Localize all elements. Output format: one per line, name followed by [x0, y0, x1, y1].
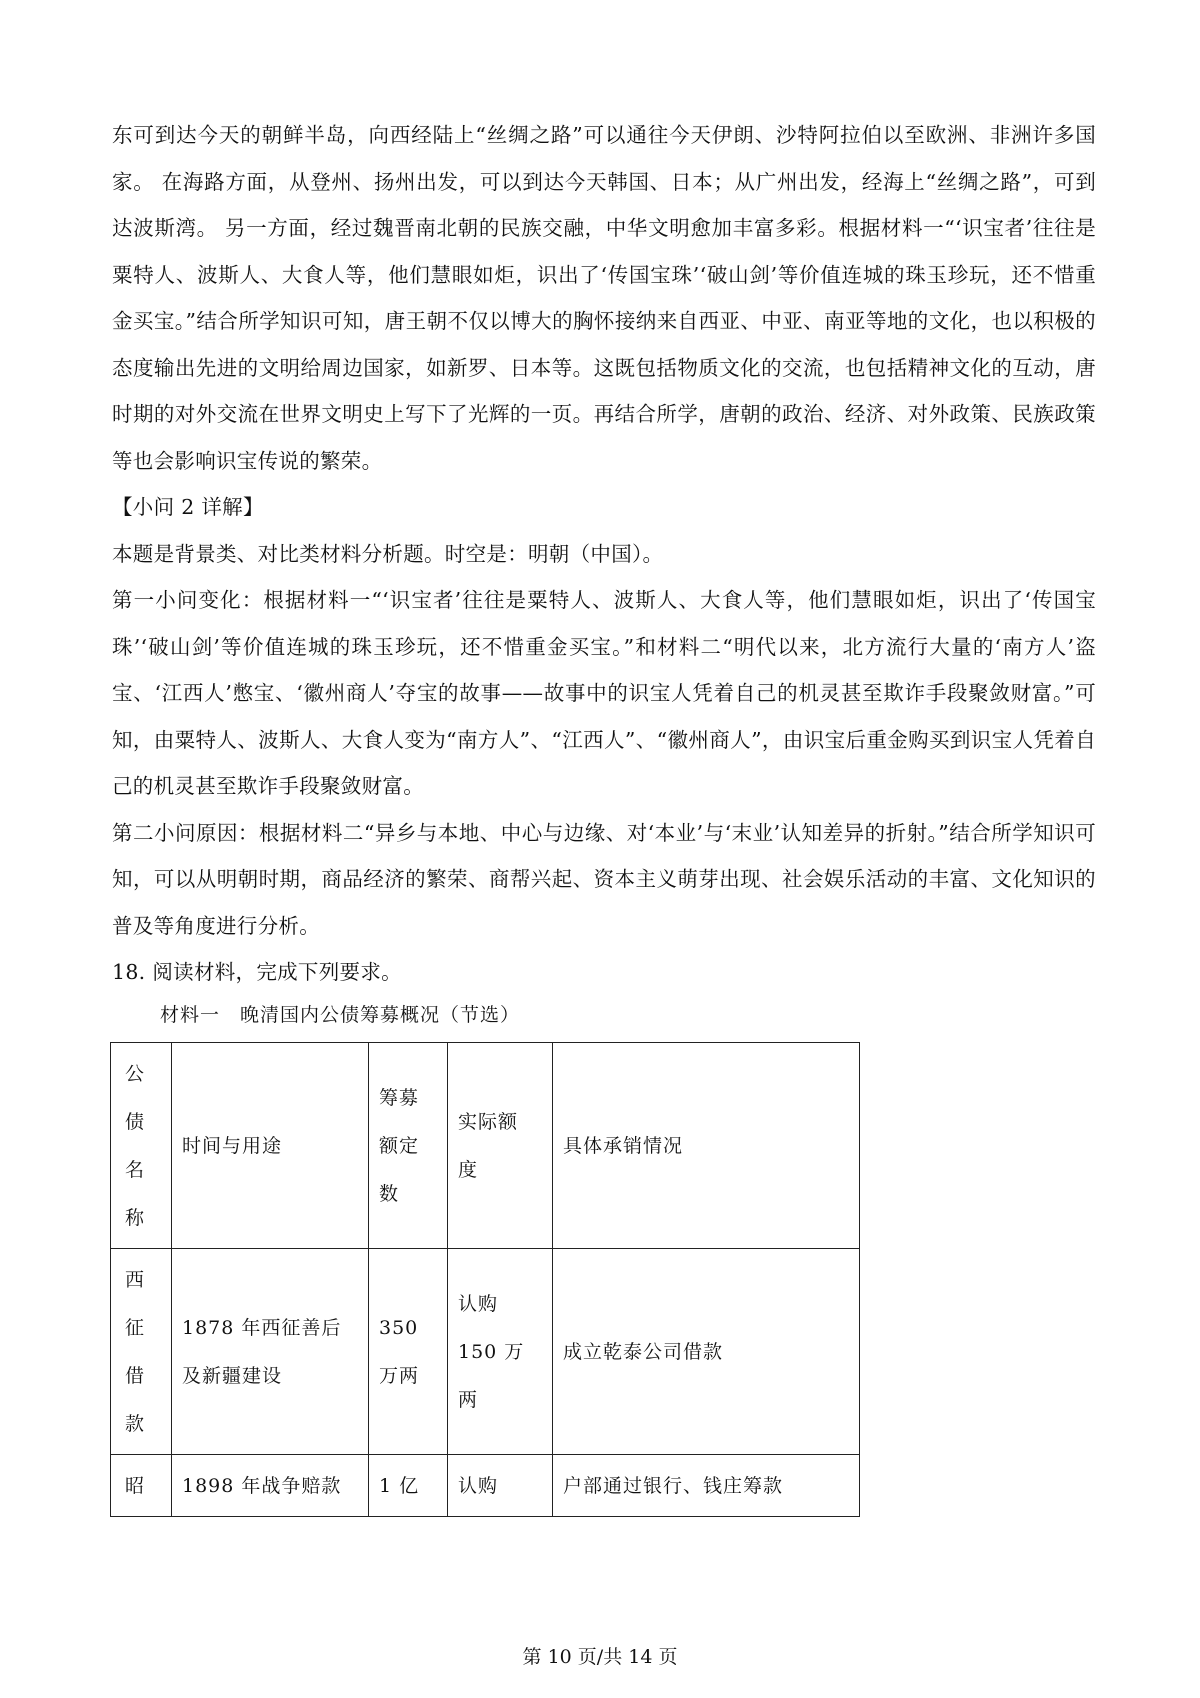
header-quota: 筹募 额定 数 [369, 1043, 448, 1249]
cell-detail: 户部通过银行、钱庄筹款 [553, 1455, 860, 1517]
header-actual: 实际额 度 [448, 1043, 553, 1249]
answer-text-block [112, 112, 1096, 996]
bond-table [110, 1042, 860, 1517]
paragraph-question-type: 本题是背景类、对比类材料分析题。时空是：明朝（中国）。 [112, 541, 664, 566]
page-number: 第 10 页/共 14 页 [522, 1646, 678, 1668]
cell-quota: 1 亿 [369, 1455, 448, 1517]
cell-time-use: 1878 年西征善后 及新疆建设 [172, 1249, 369, 1455]
header-time-use: 时间与用途 [172, 1043, 369, 1249]
paragraph-tang-analysis: 东可到达今天的朝鲜半岛，向西经陆上“丝绸之路”可以通往今天伊朗、沙特阿拉伯以至欧洲、非洲许多国家。 在海路方面，从登州、扬州出发，可以到达今天韩国、日本；从广州出发，经海上“丝绸之路”，可到达波斯湾。 另一方面，经过魏晋南北朝的民族交融，中华文明愈加丰富多彩。根据材料一“‘识宝者’往往是粟特人、波斯人、大食人等，他们慧眼如炬，识出了‘传国宝珠’‘破山剑’等价值连城的珠玉珍玩，还不惜重金买宝。”结合所学知识可知，唐王朝不仅以博大的胸怀接纳来自西亚、中亚、南亚等地的文化，也以积极的态度输出先进的文明给周边国家，如新罗、日本等。这既包括物质文化的交流，也包括精神文化的互动，唐时期的对外交流在世界文明史上写下了光辉的一页。再结合所学，唐朝的政治、经济、对外政策、民族政策等也会影响识宝传说的繁荣。 [112, 123, 1096, 473]
table-row [111, 1249, 860, 1455]
cell-actual: 认购 [448, 1455, 553, 1517]
table-caption: 材料一 晚清国内公债筹募概况（节选） [160, 1004, 521, 1026]
cell-bond-name: 西 征 借 款 [111, 1249, 172, 1455]
cell-detail: 成立乾泰公司借款 [553, 1249, 860, 1455]
subquestion-2-heading: 【小问 2 详解】 [112, 495, 264, 519]
question-18-heading: 18. 阅读材料，完成下列要求。 [112, 960, 402, 984]
cell-quota: 350 万两 [369, 1249, 448, 1455]
cell-time-use: 1898 年战争赔款 [172, 1455, 369, 1517]
header-detail: 具体承销情况 [553, 1043, 860, 1249]
paragraph-first-subquestion: 第一小问变化：根据材料一“‘识宝者’往往是粟特人、波斯人、大食人等，他们慧眼如炬，识出了‘传国宝珠’‘破山剑’等价值连城的珠玉珍玩，还不惜重金买宝。”和材料二“明代以来，北方流行大量的‘南方人’盗宝、‘江西人’憋宝、‘徽州商人’夺宝的故事——故事中的识宝人凭着自己的机灵甚至欺诈手段聚敛财富。”可知，由粟特人、波斯人、大食人变为“南方人”、“江西人”、“徽州商人”，由识宝后重金购买到识宝人凭着自己的机灵甚至欺诈手段聚敛财富。 [112, 588, 1096, 798]
table-header-row [111, 1043, 860, 1249]
cell-bond-name: 昭 [111, 1455, 172, 1517]
paragraph-second-subquestion: 第二小问原因：根据材料二“异乡与本地、中心与边缘、对‘本业’与‘末业’认知差异的折射。”结合所学知识可知，可以从明朝时期，商品经济的繁荣、商帮兴起、资本主义萌芽出现、社会娱乐活动的丰富、文化知识的普及等角度进行分析。 [112, 820, 1096, 938]
table-row [111, 1455, 860, 1517]
header-bond-name: 公 债 名 称 [111, 1043, 172, 1249]
cell-actual: 认购 150 万 两 [448, 1249, 553, 1455]
